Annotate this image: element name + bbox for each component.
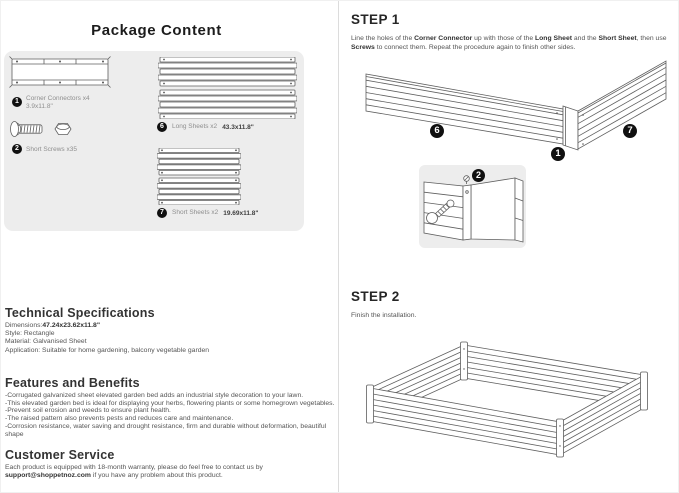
part-1-dimension: 3.9x11.8"	[26, 103, 53, 111]
step1-diagram	[351, 56, 676, 176]
instruction-text-segment: to connect them. Repeat the procedure again to finish other sides.	[374, 44, 576, 51]
instruction-text-segment: Line the holes of the	[351, 35, 415, 42]
part-1-number-badge: 1	[12, 97, 22, 107]
step2-instruction: Finish the installation.	[351, 312, 417, 319]
customer-service-text	[5, 464, 331, 480]
step2-title: STEP 2	[351, 289, 400, 304]
tech-specs-list	[5, 322, 335, 355]
part-1-label: Corner Connectors x4	[26, 95, 90, 102]
customer-service-title: Customer Service	[5, 448, 115, 462]
part-2-number-badge: 2	[12, 144, 22, 154]
instruction-text-segment: , then use	[636, 35, 667, 42]
part-2-label: Short Screws x35	[26, 146, 77, 153]
instruction-text-segment: and the	[572, 35, 599, 42]
customer-service-text-after: if you have any problem about this product.	[90, 471, 223, 479]
feature-item: -This elevated garden bed is ideal for displaying your herbs, flowering plants or some homegrown vegetables.	[5, 399, 335, 407]
support-email: support@shoppetnoz.com	[5, 471, 91, 479]
features-list	[5, 392, 337, 438]
screw-and-nut-drawing	[9, 120, 81, 138]
part-1-item	[26, 95, 90, 111]
right-panel	[339, 1, 679, 493]
feature-item: -The raised pattern also prevents pests and reduces care and maintenance.	[5, 415, 234, 423]
spec-dimensions-label: Dimensions:	[5, 322, 43, 329]
part-6-dimension: 43.3x11.8"	[222, 123, 254, 131]
spec-application: Application: Suitable for home gardening, balcony vegetable garden	[5, 346, 210, 354]
customer-service-text-before: Each product is equipped with 18-month warranty, please do feel free to contact us by	[5, 464, 263, 471]
part-6-label: Long Sheets x2	[172, 122, 218, 130]
instruction-text-segment: Screws	[351, 44, 375, 51]
spec-style: Style: Rectangle	[5, 330, 55, 338]
features-title: Features and Benefits	[5, 376, 140, 390]
part-7-label: Short Sheets x2	[172, 208, 219, 216]
step1-instruction	[351, 34, 667, 52]
badge-screw: 2	[472, 169, 485, 182]
part-6-item	[157, 122, 254, 132]
part-7-item	[157, 208, 259, 218]
step2-diagram	[353, 338, 665, 462]
spec-dimensions-value: 47.24x23.62x11.8"	[42, 322, 101, 329]
badge-long-sheet: 6	[430, 124, 444, 138]
instruction-text-segment: Short Sheet	[598, 35, 637, 42]
short-sheets-drawing	[157, 148, 241, 205]
feature-item: -Prevent soil erosion and weeds to ensure plant health.	[5, 407, 171, 415]
part-7-number-badge: 7	[157, 208, 167, 218]
long-sheets-drawing	[158, 57, 297, 119]
badge-short-sheet: 7	[623, 124, 637, 138]
left-panel	[1, 1, 338, 493]
instruction-text-segment: Long Sheet	[535, 35, 573, 42]
instruction-text-segment: up with those of the	[472, 35, 535, 42]
instruction-text-segment: Corner Connector	[414, 35, 473, 42]
tech-specs-title: Technical Specifications	[5, 306, 155, 320]
spec-material: Material: Galvanised Sheet	[5, 338, 87, 346]
badge-corner-connector: 1	[551, 147, 565, 161]
part-7-dimension: 19.69x11.8"	[223, 209, 259, 217]
feature-item: -Corrosion resistance, water saving and drought resistance, firm and durable without deformation, beautiful shape	[5, 422, 327, 438]
package-content-title: Package Content	[91, 22, 222, 39]
step1-title: STEP 1	[351, 12, 400, 27]
part-6-number-badge: 6	[157, 122, 167, 132]
feature-item: -Corrugated galvanized sheet elevated garden bed adds an industrial style decoration to your lawn.	[5, 392, 304, 399]
spec-dimensions	[5, 322, 335, 330]
corner-connector-drawing	[9, 55, 111, 89]
